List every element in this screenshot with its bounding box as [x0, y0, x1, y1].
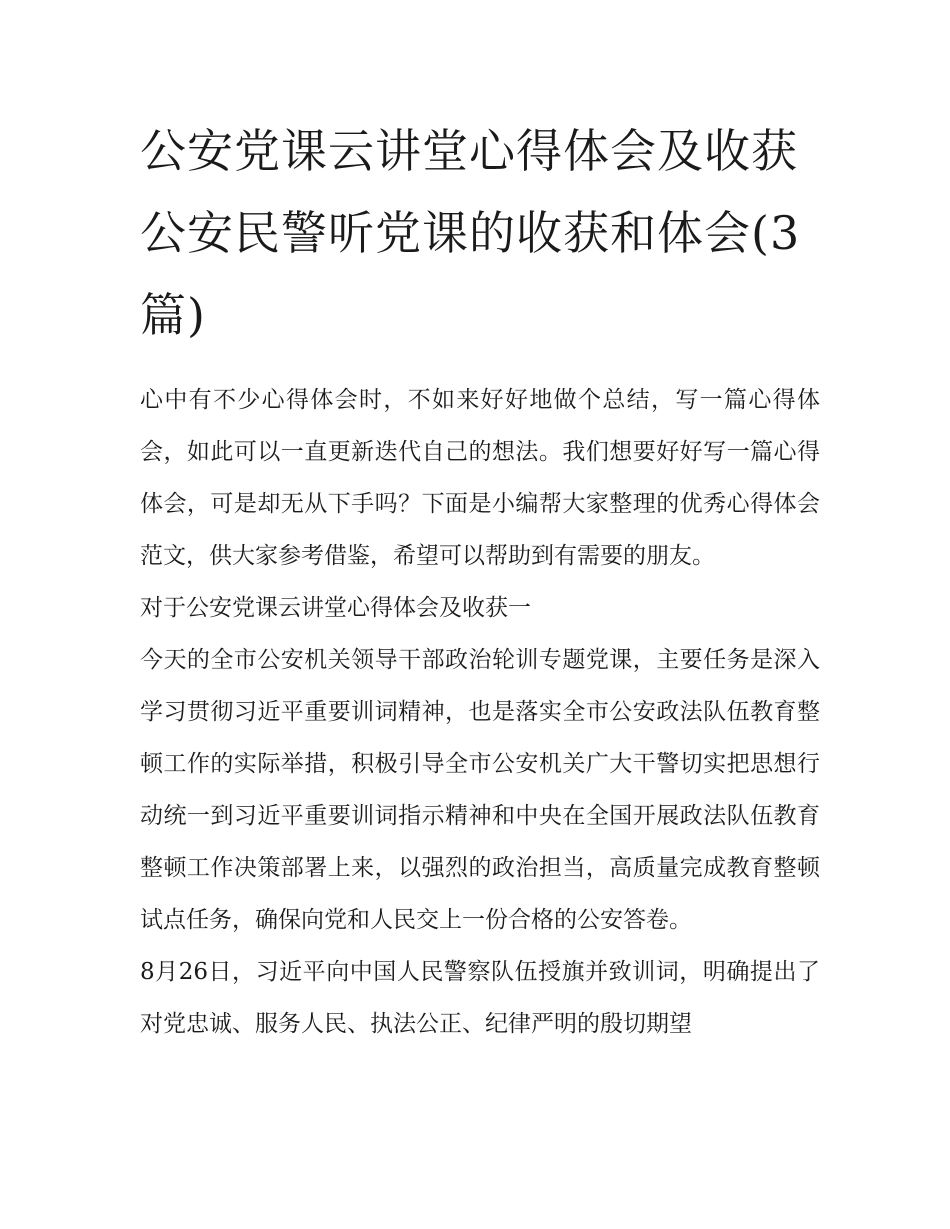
section-heading: 对于公安党课云讲堂心得体会及收获一: [140, 595, 531, 621]
document-title: 公安党课云讲堂心得体会及收获 公安民警听党课的收获和体会(3篇): [140, 124, 801, 342]
intro-paragraph: 心中有不少心得体会时，不如来好好地做个总结，写一篇心得体会，如此可以一直更新迭代自己的想法。我们想要好好写一篇心得体会，可是却无从下手吗？下面是小编帮大家整理的优秀心得体会范文，供大家参考借鉴，希望可以帮助到有需要的朋友。: [140, 387, 820, 569]
body-paragraph: 今天的全市公安机关领导干部政治轮训专题党课，主要任务是深入学习贯彻习近平重要训词精神，也是落实全市公安政法队伍教育整顿工作的实际举措，积极引导全市公安机关广大干警切实把思想行动统一到习近平重要训词指示精神和中央在全国开展政法队伍教育整顿工作决策部署上来，以强烈的政治担当，高质量完成教育整顿试点任务，确保向党和人民交上一份合格的公安答卷。: [140, 647, 820, 933]
body-paragraph: 8月26日，习近平向中国人民警察队伍授旗并致训词，明确提出了对党忠诚、服务人民、执法公正、纪律严明的殷切期望: [140, 959, 820, 1037]
document-page: [140, 110, 820, 1050]
